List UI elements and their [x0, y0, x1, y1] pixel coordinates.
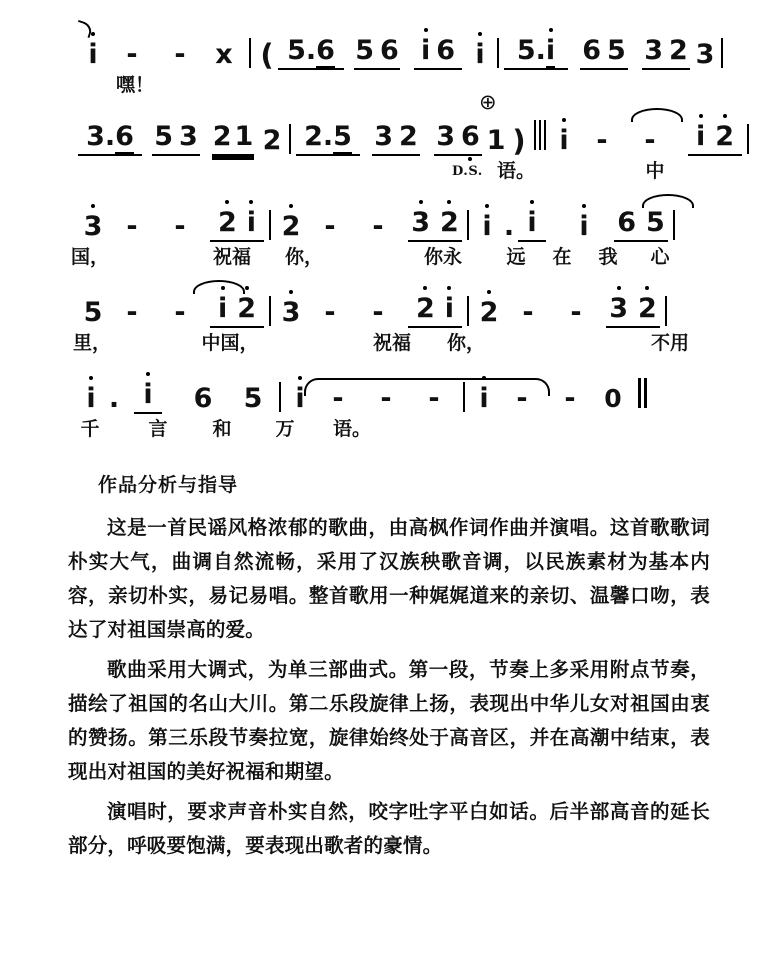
score-line-1-lyrics	[0, 70, 772, 100]
barline	[269, 210, 271, 240]
barline	[269, 296, 271, 326]
note: 3	[644, 35, 663, 66]
barline	[289, 124, 291, 154]
note: i	[420, 35, 431, 66]
score-line-4-notes	[0, 276, 772, 328]
note-dash: -	[324, 297, 336, 328]
lyric-syllable: 语。	[496, 160, 536, 182]
note: 5	[355, 35, 374, 66]
note: i	[444, 293, 455, 324]
lyric-syllable: 在	[552, 246, 572, 268]
lyric-syllable: 中	[645, 160, 665, 182]
note: 2	[638, 293, 657, 324]
note: 6	[436, 35, 456, 66]
barline	[467, 296, 469, 326]
note: 3	[411, 207, 430, 238]
note-dash: -	[126, 297, 138, 328]
rest-note: 0	[604, 384, 622, 413]
segno-coda-icon: ⊕	[479, 90, 497, 114]
lyric-syllable: 我	[598, 246, 618, 268]
note-dash: -	[174, 211, 186, 242]
score-line-2-lyrics	[0, 156, 772, 186]
note: 2	[281, 211, 301, 242]
lyric-syllable: 和	[212, 418, 232, 440]
note-dash: -	[644, 125, 656, 156]
note: 5	[83, 297, 103, 328]
note: i	[559, 125, 569, 156]
note: i	[527, 207, 537, 238]
lyric-syllable: 言	[148, 418, 168, 440]
score-line-5-lyrics	[0, 414, 772, 444]
score-line-4-lyrics	[0, 328, 772, 358]
note: 2	[669, 35, 688, 66]
analysis-section	[0, 470, 772, 869]
note: i	[217, 293, 228, 324]
note: 2	[440, 207, 459, 238]
barline	[467, 210, 469, 240]
note: i	[475, 39, 485, 70]
double-barline	[534, 120, 546, 154]
close-paren: )	[512, 124, 526, 158]
note: i	[479, 383, 489, 414]
lyric-syllable: 你，	[284, 246, 324, 268]
note: 5	[287, 35, 306, 66]
score-line-3-lyrics	[0, 242, 772, 272]
note: 5	[646, 207, 665, 238]
note: 6	[582, 35, 601, 66]
note: 3	[179, 121, 198, 152]
lyric-syllable: 里，	[72, 332, 112, 354]
note: i	[295, 383, 305, 414]
lyric-syllable: 千	[80, 418, 100, 440]
note: 5	[607, 35, 626, 66]
note: 3	[695, 39, 715, 70]
barline	[249, 38, 251, 68]
note: 2	[479, 297, 499, 328]
lyric-syllable: 你永	[423, 246, 463, 268]
final-barline	[638, 378, 650, 412]
note: 2	[399, 121, 418, 152]
note-dash: -	[564, 383, 576, 414]
note: i	[579, 211, 589, 242]
lyric-syllable: 国，	[70, 246, 110, 268]
note: 5	[243, 383, 263, 414]
note: 3	[436, 121, 455, 152]
note: 2	[715, 121, 735, 152]
analysis-paragraph: 演唱时，要求声音朴实自然，咬字吐字平白如话。后半部高音的延长部分，呼吸要饱满，要表现出歌者的豪情。	[68, 800, 710, 857]
analysis-heading: 作品分析与指导	[98, 474, 239, 496]
note-dash: -	[126, 211, 138, 242]
barline	[279, 382, 281, 412]
note: 5	[154, 121, 173, 152]
note-dash: -	[570, 297, 582, 328]
note: 1	[486, 125, 506, 156]
barline	[747, 124, 749, 154]
note-dash: -	[174, 39, 186, 70]
note: i	[88, 39, 98, 70]
dotted-rhythm-dot: .	[104, 121, 116, 152]
lyric-syllable: 嘿！	[115, 74, 155, 96]
score-line-2	[0, 90, 772, 190]
note: 6	[316, 35, 335, 66]
note-dash: -	[428, 383, 440, 414]
note: 2	[304, 121, 323, 152]
note: 2	[415, 293, 435, 324]
note: i	[545, 35, 556, 66]
note: i	[86, 383, 96, 414]
note: i	[695, 121, 706, 152]
score-line-1	[0, 18, 772, 104]
score-line-5	[0, 362, 772, 448]
barline	[665, 296, 667, 326]
ds-marking: D.S.	[452, 164, 483, 179]
dotted-rhythm-dot: .	[535, 35, 546, 66]
note-dash: -	[522, 297, 534, 328]
note: 3	[281, 297, 301, 328]
score-line-3	[0, 190, 772, 276]
dotted-rhythm-dot: .	[503, 211, 515, 242]
dotted-rhythm-dot: .	[305, 35, 317, 66]
music-score	[0, 0, 772, 448]
note-dash: -	[380, 383, 392, 414]
barline	[721, 38, 723, 68]
note-dash: -	[372, 297, 384, 328]
note: 6	[617, 207, 636, 238]
barline	[497, 38, 499, 68]
note: 6	[461, 121, 480, 152]
long-tie-arc	[304, 378, 550, 396]
note: 2	[237, 293, 257, 324]
analysis-paragraph: 这是一首民谣风格浓郁的歌曲，由高枫作词作曲并演唱。这首歌歌词朴实大气，曲调自然流畅，采用了汉族秧歌音调，以民族素材为基本内容，亲切朴实，易记易唱。整首歌用一种娓娓道来的亲切、温馨口吻，表达了对祖国崇高的爱。	[68, 516, 710, 641]
note: 2	[212, 121, 232, 152]
note: 5	[516, 35, 536, 66]
lyric-syllable: 万	[275, 418, 295, 440]
note: 3	[609, 293, 628, 324]
dotted-rhythm-dot: .	[322, 121, 334, 152]
note-dash: -	[324, 211, 336, 242]
lyric-syllable: 祝福	[212, 246, 252, 268]
score-line-1-notes	[0, 18, 772, 70]
lyric-syllable: 祝福	[372, 332, 412, 354]
note-dash: -	[174, 297, 186, 328]
lyric-syllable: 远	[506, 246, 526, 268]
dotted-rhythm-dot: .	[108, 383, 120, 414]
note: 3	[374, 121, 393, 152]
barline	[673, 210, 675, 240]
lyric-syllable: 心	[650, 246, 670, 268]
lyric-syllable: 语。	[332, 418, 372, 440]
note: 3	[83, 211, 103, 242]
open-paren: (	[260, 38, 274, 72]
note: 6	[193, 383, 213, 414]
note: 6	[115, 121, 134, 152]
lyric-syllable: 中国，	[201, 332, 259, 354]
note: i	[482, 211, 492, 242]
note-dash: -	[596, 125, 608, 156]
lyric-syllable: 不用	[650, 332, 690, 354]
lyric-syllable: 你，	[446, 332, 486, 354]
note: i	[143, 379, 153, 410]
score-line-4	[0, 276, 772, 362]
note-dash: -	[126, 39, 138, 70]
note: 2	[217, 207, 237, 238]
note-dash: -	[372, 211, 384, 242]
note: i	[246, 207, 257, 238]
note-dash: -	[516, 383, 528, 414]
note: 2	[262, 125, 282, 156]
note-x: x	[215, 39, 233, 70]
note-dash: -	[332, 383, 344, 414]
note: 6	[380, 35, 399, 66]
note: 3	[86, 121, 105, 152]
note: 1	[234, 121, 254, 152]
analysis-paragraph: 歌曲采用大调式，为单三部曲式。第一段，节奏上多采用附点节奏，描绘了祖国的名山大川。第二乐段旋律上扬，表现出中华儿女对祖国由衷的赞扬。第三乐段节奏拉宽，旋律始终处于高音区，并在高潮中结束，表现出对祖国的美好祝福和期望。	[68, 658, 710, 783]
note: 5	[333, 121, 352, 152]
